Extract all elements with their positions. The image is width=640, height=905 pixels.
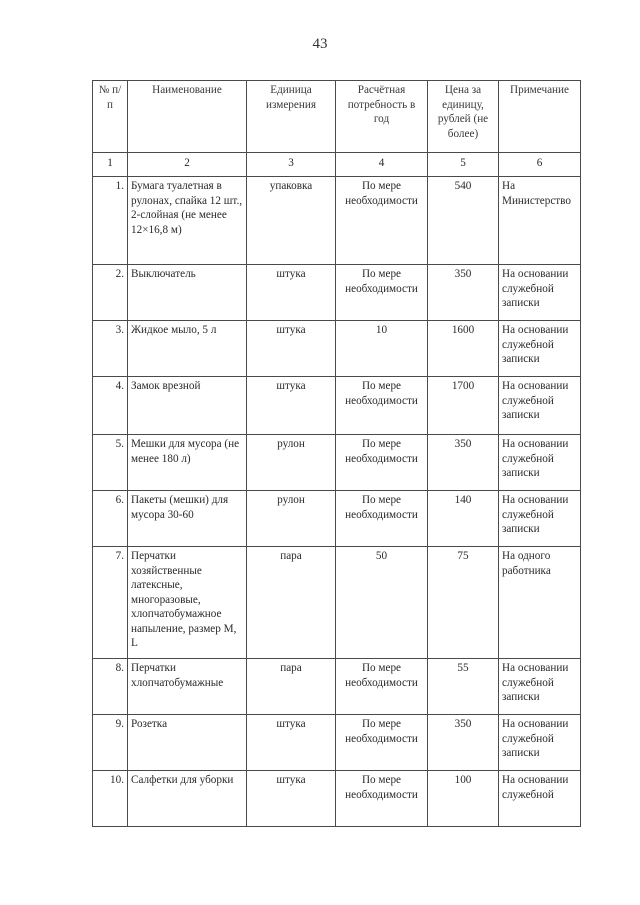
table-row	[93, 377, 581, 435]
column-index: 3	[247, 153, 336, 177]
table-row	[93, 715, 581, 771]
row-number: 4.	[93, 377, 128, 435]
item-annual-need: По мере необходимости	[336, 265, 428, 321]
item-name: Перчатки хозяйственные латексные, многоразовые, хлопчатобумажное напыление, размер M, L	[128, 547, 247, 659]
item-price: 1700	[428, 377, 499, 435]
item-price: 1600	[428, 321, 499, 377]
row-number: 9.	[93, 715, 128, 771]
page-number: 43	[312, 36, 328, 52]
column-index: 2	[128, 153, 247, 177]
item-annual-need: По мере необходимости	[336, 435, 428, 491]
item-unit: рулон	[247, 491, 336, 547]
table-row	[93, 435, 581, 491]
table-row	[93, 491, 581, 547]
table-row	[93, 265, 581, 321]
item-note: На основании служебной	[499, 771, 581, 827]
header-number: № п/п	[93, 81, 128, 153]
item-price: 75	[428, 547, 499, 659]
item-note: На одного работника	[499, 547, 581, 659]
row-number: 8.	[93, 659, 128, 715]
item-name: Мешки для мусора (не менее 180 л)	[128, 435, 247, 491]
header-name: Наименование	[128, 81, 247, 153]
item-unit: штука	[247, 715, 336, 771]
item-name: Перчатки хлопчатобумажные	[128, 659, 247, 715]
item-unit: штука	[247, 321, 336, 377]
item-note: На основании служебной записки	[499, 377, 581, 435]
table-row	[93, 321, 581, 377]
supplies-table	[92, 80, 581, 827]
header-row	[93, 81, 581, 153]
item-name: Жидкое мыло, 5 л	[128, 321, 247, 377]
item-price: 100	[428, 771, 499, 827]
item-unit: штука	[247, 771, 336, 827]
column-index: 5	[428, 153, 499, 177]
item-annual-need: По мере необходимости	[336, 715, 428, 771]
item-note: На основании служебной записки	[499, 435, 581, 491]
item-annual-need: По мере необходимости	[336, 771, 428, 827]
row-number: 5.	[93, 435, 128, 491]
item-annual-need: По мере необходимости	[336, 659, 428, 715]
row-number: 1.	[93, 177, 128, 265]
item-note: На основании служебной записки	[499, 265, 581, 321]
item-name: Выключатель	[128, 265, 247, 321]
item-unit: упаковка	[247, 177, 336, 265]
item-note: На основании служебной записки	[499, 321, 581, 377]
item-price: 140	[428, 491, 499, 547]
item-annual-need: По мере необходимости	[336, 177, 428, 265]
item-annual-need: По мере необходимости	[336, 491, 428, 547]
item-note: На основании служебной записки	[499, 715, 581, 771]
item-unit: пара	[247, 659, 336, 715]
header-unit-price: Цена за единицу, рублей (не более)	[428, 81, 499, 153]
item-annual-need: 50	[336, 547, 428, 659]
item-name: Пакеты (мешки) для мусора 30-60	[128, 491, 247, 547]
row-number: 3.	[93, 321, 128, 377]
item-unit: штука	[247, 265, 336, 321]
item-annual-need: По мере необходимости	[336, 377, 428, 435]
item-unit: штука	[247, 377, 336, 435]
table-row	[93, 771, 581, 827]
item-price: 540	[428, 177, 499, 265]
column-index: 1	[93, 153, 128, 177]
item-price: 350	[428, 265, 499, 321]
item-unit: рулон	[247, 435, 336, 491]
header-annual-need: Расчётная потребность в год	[336, 81, 428, 153]
item-name: Розетка	[128, 715, 247, 771]
column-index-row	[93, 153, 581, 177]
item-price: 55	[428, 659, 499, 715]
column-index: 4	[336, 153, 428, 177]
row-number: 10.	[93, 771, 128, 827]
header-unit: Единица измерения	[247, 81, 336, 153]
item-note: На Министерство	[499, 177, 581, 265]
table-row	[93, 177, 581, 265]
item-price: 350	[428, 715, 499, 771]
header-note: Примечание	[499, 81, 581, 153]
item-unit: пара	[247, 547, 336, 659]
item-note: На основании служебной записки	[499, 659, 581, 715]
item-name: Бумага туалетная в рулонах, спайка 12 шт., 2-слойная (не менее 12×16,8 м)	[128, 177, 247, 265]
item-price: 350	[428, 435, 499, 491]
row-number: 6.	[93, 491, 128, 547]
table-row	[93, 547, 581, 659]
item-annual-need: 10	[336, 321, 428, 377]
table-row	[93, 659, 581, 715]
column-index: 6	[499, 153, 581, 177]
item-name: Салфетки для уборки	[128, 771, 247, 827]
item-name: Замок врезной	[128, 377, 247, 435]
row-number: 7.	[93, 547, 128, 659]
row-number: 2.	[93, 265, 128, 321]
item-note: На основании служебной записки	[499, 491, 581, 547]
